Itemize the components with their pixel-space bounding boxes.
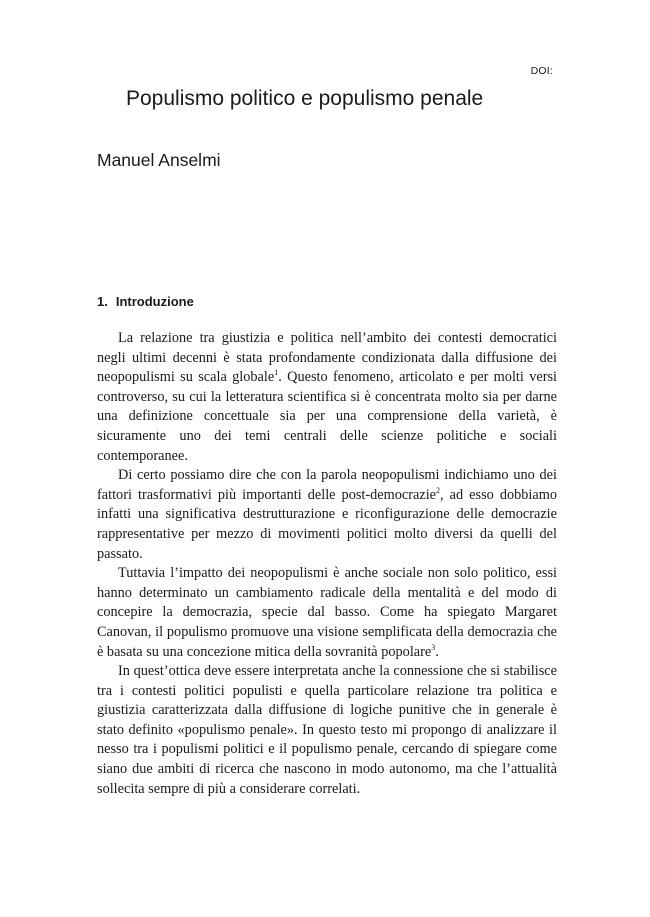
paragraph [97, 329, 557, 466]
paragraph-text: Di certo possiamo dire che con la parola neopopulismi indichiamo uno dei fattori trasformativi più importanti delle post-democrazie [97, 467, 557, 503]
author-name: Manuel Anselmi [97, 150, 221, 170]
paragraph [97, 466, 557, 564]
paragraph-text: . [435, 643, 439, 660]
section-title: Introduzione [115, 294, 194, 309]
paragraph-text: La relazione tra giustizia e politica nell’ambito dei contesti democratici negli ultimi decenni è stata profondamente condizionata dalla diffusione dei neopopulismi su scala globale [97, 330, 557, 386]
paragraph [97, 662, 557, 799]
paragraph-text: , ad esso dobbiamo infatti una significativa destrutturazione e riconfigurazione delle democrazie rappresentative per mezzo di movimenti politici molto diversi da quelli del passato. [97, 486, 558, 562]
paragraph-text: In quest’ottica deve essere interpretata anche la connessione che si stabilisce tra i contesti politici populisti e quella particolare relazione tra politica e giustizia caratterizzata dalla diffusione di logiche punitive che in generale è stato definito «populismo penale». In questo testo mi propongo di analizzare il nesso tra i populismi politici e il populismo penale, cercando di spiegare come siano due ambiti di ricerca che nascono in modo autonomo, ma che l’attualità sollecita sempre di più a considerare correlati. [97, 663, 557, 797]
section-number: 1. [97, 294, 108, 309]
paragraph-text: Tuttavia l’impatto dei neopopulismi è anche sociale non solo politico, essi hanno determinato un cambiamento radicale della mentalità e del modo di concepire la democrazia, specie dal basso. Come ha spiegato Margaret Canovan, il populismo promuove una visione semplificata della democrazia che è basata su una concezione mitica della sovranità popolare [97, 565, 557, 660]
paragraph-text: . Questo fenomeno, articolato e per molti versi controverso, su cui la letteratura scientifica si è concentrata molto sia per darne una definizione concettuale sia per una comprensione della varietà, è sicuramente uno dei temi centrali delle scienze politiche e sociali contemporanee. [97, 369, 557, 464]
section-heading [97, 294, 194, 309]
paragraph [97, 564, 557, 662]
article-title: Populismo politico e populismo penale [126, 87, 484, 110]
footnote-marker[interactable]: 2 [436, 485, 441, 495]
body-text [97, 329, 557, 799]
footnote-marker[interactable]: 1 [274, 368, 279, 378]
footnote-marker[interactable]: 3 [431, 642, 436, 652]
doi-label: DOI: [530, 65, 553, 77]
